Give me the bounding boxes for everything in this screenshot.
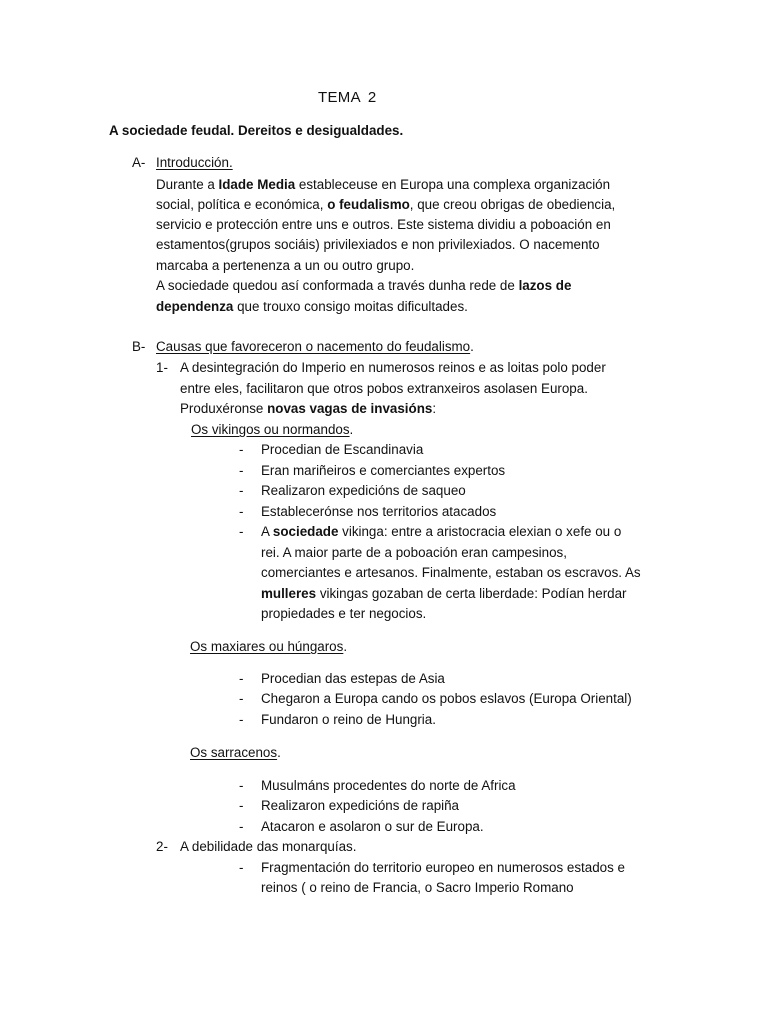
vikings-bullet-4: Establecerónse nos territorios atacados bbox=[261, 504, 497, 519]
page-title bbox=[318, 88, 377, 109]
vikings-bullet-2: Eran mariñeiros e comerciantes expertos bbox=[261, 463, 506, 478]
section-a-title: Introducción. bbox=[156, 155, 233, 170]
bullet-dash: - bbox=[239, 819, 244, 834]
saracens-subheading: Os sarracenos. bbox=[190, 745, 281, 760]
bullet-dash: - bbox=[239, 778, 244, 793]
bullet-dash: - bbox=[239, 442, 244, 457]
bullet-dash: - bbox=[239, 524, 244, 539]
bullet-dash: - bbox=[239, 463, 244, 478]
intro-line-4: estamentos(grupos sociáis) privilexiados e non privilexiados. O nacemento bbox=[156, 237, 600, 252]
item-2-marker: 2- bbox=[156, 839, 168, 854]
vikings-bullet-5-line-3: comerciantes e artesanos. Finalmente, estaban os escravos. As bbox=[261, 565, 641, 580]
intro-line-2: social, política e económica, o feudalismo, que creou obrigas de obediencia, bbox=[156, 197, 616, 212]
intro-line-7: dependenza que trouxo consigo moitas dificultades. bbox=[156, 299, 468, 314]
section-b-marker: B- bbox=[132, 339, 146, 354]
magyars-bullet-1: Procedian das estepas de Asia bbox=[261, 671, 445, 686]
saracens-bullet-2: Realizaron expedicións de rapiña bbox=[261, 798, 460, 813]
title-text: TEMA bbox=[318, 89, 361, 106]
section-b-title: Causas que favoreceron o nacemento do feudalismo. bbox=[156, 339, 474, 354]
vikings-bullet-5-line-5: propiedades e ter negocios. bbox=[261, 606, 427, 621]
saracens-bullet-1: Musulmáns procedentes do norte de Africa bbox=[261, 778, 516, 793]
saracens-bullet-3: Atacaron e asolaron o sur de Europa. bbox=[261, 819, 484, 834]
bullet-dash: - bbox=[239, 712, 244, 727]
item-2-bullet-1-line-2: reinos ( o reino de Francia, o Sacro Imperio Romano bbox=[261, 880, 574, 895]
bullet-dash: - bbox=[239, 483, 244, 498]
intro-line-5: marcaba a pertenenza a un ou outro grupo. bbox=[156, 258, 415, 273]
section-a-marker: A- bbox=[132, 155, 146, 170]
intro-line-1: Durante a Idade Media estableceuse en Europa una complexa organización bbox=[156, 177, 611, 192]
item-2-bullet-1-line-1: Fragmentación do territorio europeo en numerosos estados e bbox=[261, 860, 625, 875]
bullet-dash: - bbox=[239, 671, 244, 686]
magyars-bullet-2: Chegaron a Europa cando os pobos eslavos (Europa Oriental) bbox=[261, 691, 632, 706]
vikings-bullet-3: Realizaron expedicións de saqueo bbox=[261, 483, 466, 498]
magyars-subheading: Os maxiares ou húngaros. bbox=[190, 639, 348, 654]
bullet-dash: - bbox=[239, 798, 244, 813]
bullet-dash: - bbox=[239, 860, 244, 875]
document-heading: A sociedade feudal. Dereitos e desigualdades. bbox=[109, 123, 404, 138]
vikings-bullet-1: Procedian de Escandinavia bbox=[261, 442, 424, 457]
item-1-line-1: A desintegración do Imperio en numerosos reinos e as loitas polo poder bbox=[180, 360, 606, 375]
intro-line-6: A sociedade quedou así conformada a través dunha rede de lazos de bbox=[156, 278, 572, 293]
magyars-bullet-3: Fundaron o reino de Hungria. bbox=[261, 712, 436, 727]
item-1-line-2: entre eles, facilitaron que otros pobos extranxeiros asolasen Europa. bbox=[180, 381, 588, 396]
item-2-line-1: A debilidade das monarquías. bbox=[180, 839, 357, 854]
intro-line-3: servicio e protección entre uns e outros. Este sistema dividiu a poboación en bbox=[156, 217, 611, 232]
item-1-marker: 1- bbox=[156, 360, 168, 375]
vikings-bullet-5-line-4: mulleres vikingas gozaban de certa liberdade: Podían herdar bbox=[261, 586, 627, 601]
item-1-line-3: Produxéronse novas vagas de invasións: bbox=[180, 401, 437, 416]
vikings-bullet-5-line-2: rei. A maior parte de a poboación eran campesinos, bbox=[261, 545, 567, 560]
vikings-bullet-5-line-1: A sociedade vikinga: entre a aristocracia elexian o xefe ou o bbox=[261, 524, 622, 539]
bullet-dash: - bbox=[239, 504, 244, 519]
bullet-dash: - bbox=[239, 691, 244, 706]
title-number: 2 bbox=[367, 89, 377, 106]
vikings-subheading: Os vikingos ou normandos. bbox=[191, 422, 354, 437]
